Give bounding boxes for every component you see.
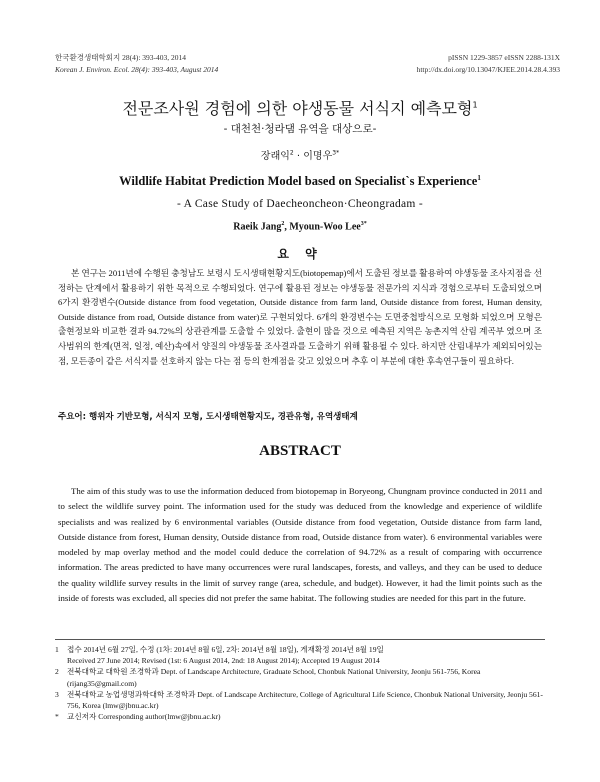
author-ko-1-affil: 2 <box>289 149 294 157</box>
author-en-separator: , <box>284 221 290 233</box>
footnote-divider <box>55 639 545 640</box>
footnote-4 <box>55 711 545 722</box>
author-en-1: Raeik Jang <box>233 221 282 233</box>
abstract-english: The aim of this study was to use the information deduced from biotopemap in Boryeong, Chungnam province conducted in 2011 and to select the wildlife survey point. The information used for the study was deduced from the knowledge and experience of wildlife specialists and was realized by 6 environmental variables (Outside distance from food vegetation, Outside distance from farm land, Outside distance from forest, Human density, Outside distance from road, Outside distance from water). 6 environmental variables were modeled by map overlay method and the model could deduce the correlation of 94.72% as a result of comparing with occurrence information. The areas predicted to have many occurrences were rural landscapes, forests, and valleys, and they can be used to deduce the quality wildlife survey results in the limit of survey range (area, schedule, and budget). However, it had the limit points such as the inside of forests was excluded, all species did not prefer the same habitat. The following studies are needed for this part in the future. <box>58 486 542 604</box>
author-ko-2-affil: 3* <box>332 149 340 157</box>
author-en-2-affil: 3* <box>360 221 367 227</box>
title-english-text: Wildlife Habitat Prediction Model based on Specialist`s Experience <box>119 174 478 189</box>
doi-line: http://dx.doi.org/10.13047/KJEE.2014.28.4.393 <box>416 65 560 74</box>
footnote-2-number: 2 <box>55 667 59 677</box>
footnote-1-number: 1 <box>55 645 59 654</box>
author-en-1-affil: 2 <box>281 221 285 227</box>
title-korean-footnote-mark: 1 <box>472 100 478 110</box>
subtitle-korean: - 대천천·청라댐 유역을 대상으로- <box>223 123 377 135</box>
authors-korean <box>0 147 600 162</box>
footnote-3-number: 3 <box>55 689 59 699</box>
keywords-korean: 주요어: 행위자 기반모형, 서식지 모형, 도시생태현황지도, 경관유형, 유역생태계 <box>58 412 358 422</box>
title-korean-text: 전문조사원 경험에 의한 야생동물 서식지 예측모형 <box>122 99 473 118</box>
footnote-1 <box>55 644 545 666</box>
abstract-korean: 본 연구는 2011년에 수행된 충청남도 보령시 도시생태현황지도(biotopemap)에서 도출된 정보를 활용하여 야생동물 조사지점을 선정하는 단계에서 활용하기 위한 목적으로 수행되었다. 연구에 활용된 정보는 야생동물 전문가의 지식과 경험으로부터 도출되었으며 6가지 환경변수(Outside distance from food vegetation, Outside distance from farm land, Outside distance from forest, Human density, Outside distance from road, Outside distance from water)로 구현되었다. 6개의 환경변수는 도면중첩방식으로 모형화 되었으며 모형은 출현정보와 비교한 결과 94.72%의 상관관계를 도출할 수 있었다. 출현이 많을 것으로 예측된 지역은 농촌지역 산림 계곡부 였으며 조사범위의 한계(면적, 일정, 예산)속에서 양질의 야생동물 조사결과를 도출하기 위해 활용될 수 있다. 하지만 산림내부가 제외되어있는 점, 모든종이 같은 서식지를 선호하지 않는 다는 점 등의 한계점을 갖고 있었으며 추후 이 부분에 대한 후속연구들이 필요하다. <box>58 268 542 366</box>
journal-name-en: Korean J. Environ. Ecol. 28(4): 393-403, August 2014 <box>55 65 219 74</box>
footnote-1-korean: 접수 2014년 6월 27일, 수정 (1차: 2014년 8월 6일, 2차: 2014년 8월 18일), 게재확정 2014년 8월 19일 <box>67 645 384 654</box>
journal-header-right <box>417 52 560 76</box>
title-english-footnote-mark: 1 <box>477 174 481 182</box>
author-en-2: Myoun-Woo Lee <box>289 221 361 233</box>
author-ko-1: 장래익 <box>260 151 290 162</box>
footnote-4-text: 교신저자 Corresponding author(lmw@jbnu.ac.kr) <box>67 712 221 722</box>
footnote-3 <box>55 689 545 711</box>
issn-line: pISSN 1229-3857 eISSN 2288-131X <box>448 53 560 62</box>
subtitle-english: - A Case Study of Daecheoncheon·Cheongradam - <box>177 198 423 210</box>
author-ko-separator: · <box>293 151 304 162</box>
footnote-4-mark: * <box>55 712 59 722</box>
footnote-2-text: 전북대학교 대학원 조경학과 Dept. of Landscape Architecture, Graduate School, Chonbuk National University, Jeonju 561-756, Korea (rijang35@gmail.com) <box>67 667 481 688</box>
footnote-1-english: Received 27 June 2014; Revised (1st: 6 August 2014, 2nd: 18 August 2014); Accepted 19 August 2014 <box>67 656 380 666</box>
authors-english <box>0 221 600 232</box>
journal-name-ko: 한국환경생태학회지 28(4): 393-403, 2014 <box>55 53 187 62</box>
title-english <box>0 174 600 189</box>
journal-header-left <box>55 52 218 76</box>
title-korean <box>0 96 600 119</box>
footnotes <box>55 644 545 722</box>
footnote-3-text: 전북대학교 농업생명과학대학 조경학과 Dept. of Landscape Architecture, College of Agricultural Life Science, Chonbuk National University, Jeonju 561-756, Korea (lmw@jbnu.ac.kr) <box>67 689 543 711</box>
author-ko-2: 이명우 <box>303 151 333 162</box>
yoyak-heading: 요 약 <box>277 247 323 261</box>
footnote-2 <box>55 666 545 688</box>
abstract-heading: ABSTRACT <box>259 443 341 459</box>
